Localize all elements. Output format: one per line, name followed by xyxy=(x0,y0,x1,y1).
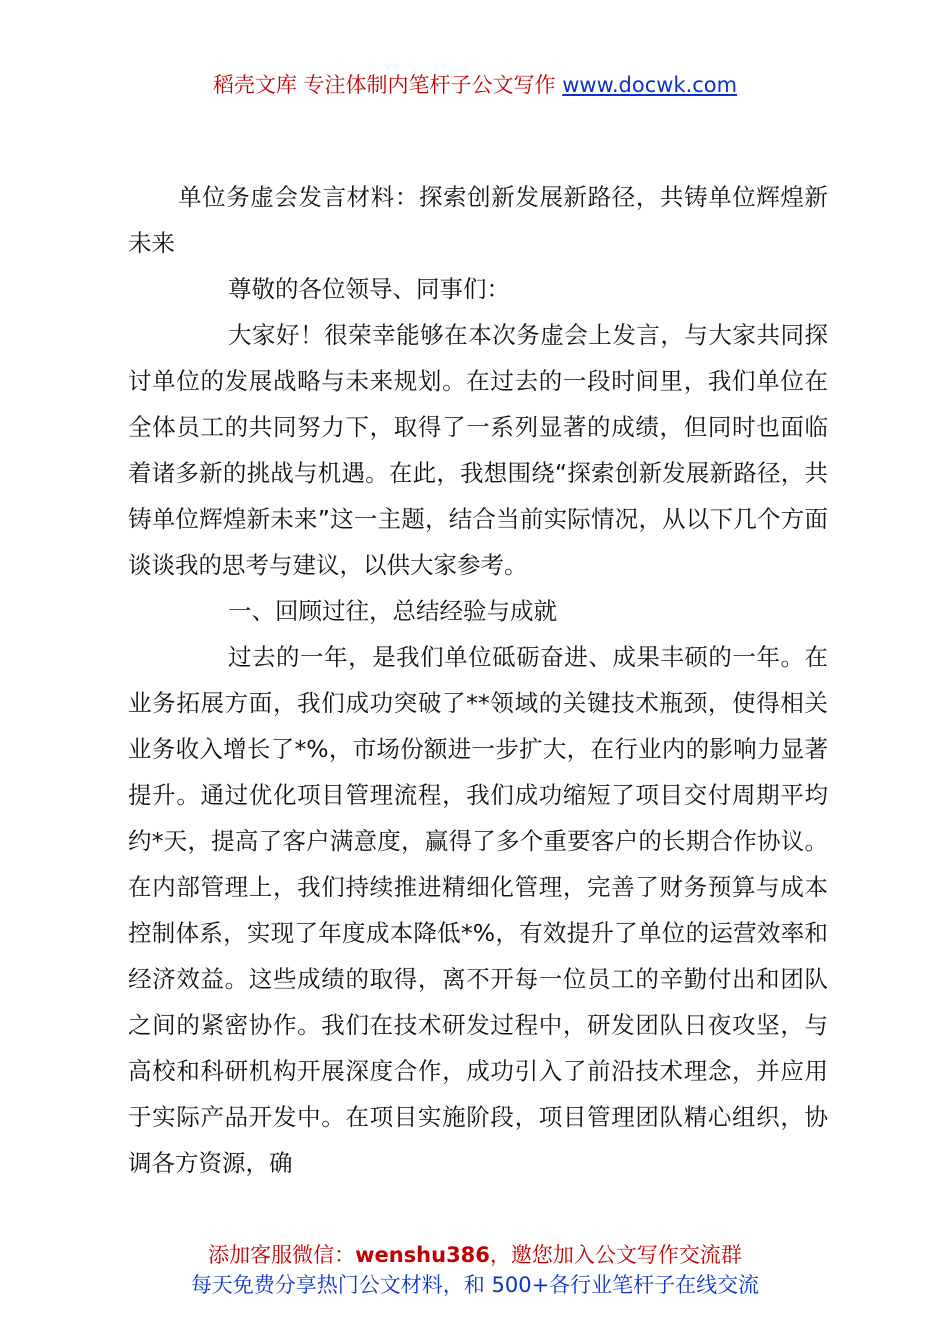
page-footer xyxy=(0,1240,950,1300)
header-url-link[interactable]: www.docwk.com xyxy=(562,73,738,97)
intro-paragraph: 大家好！很荣幸能够在本次务虚会上发言，与大家共同探讨单位的发展战略与未来规划。在过去的一段时间里，我们单位在全体员工的共同努力下，取得了一系列显著的成绩，但同时也面临着诸多新的挑战与机遇。在此，我想围绕“探索创新发展新路径，共铸单位辉煌新未来”这一主题，结合当前实际情况，从以下几个方面谈谈我的思考与建议，以供大家参考。 xyxy=(128,321,828,579)
document-title: 单位务虚会发言材料：探索创新发展新路径，共铸单位辉煌新未来 xyxy=(128,183,828,257)
footer-wechat-id: wenshu386 xyxy=(355,1243,490,1267)
document-body xyxy=(128,174,828,1186)
footer-wechat-prefix: 添加客服微信： xyxy=(208,1243,356,1267)
footer-share-line: 每天免费分享热门公文材料，和 500+各行业笔杆子在线交流 xyxy=(190,1273,760,1297)
salutation: 尊敬的各位领导、同事们： xyxy=(228,275,510,303)
footer-wechat-suffix: ，邀您加入公文写作交流群 xyxy=(489,1243,742,1267)
header-brand: 稻壳文库 专注体制内笔杆子公文写作 xyxy=(212,73,556,97)
body-paragraph: 过去的一年，是我们单位砥砺奋进、成果丰硕的一年。在业务拓展方面，我们成功突破了**领域的关键技术瓶颈，使得相关业务收入增长了*%，市场份额进一步扩大，在行业内的影响力显著提升。通过优化项目管理流程，我们成功缩短了项目交付周期平均约*天，提高了客户满意度，赢得了多个重要客户的长期合作协议。在内部管理上，我们持续推进精细化管理，完善了财务预算与成本控制体系，实现了年度成本降低*%，有效提升了单位的运营效率和经济效益。这些成绩的取得，离不开每一位员工的辛勤付出和团队之间的紧密协作。我们在技术研发过程中，研发团队日夜攻坚，与高校和科研机构开展深度合作，成功引入了前沿技术理念，并应用于实际产品开发中。在项目实施阶段，项目管理团队精心组织，协调各方资源，确 xyxy=(128,643,828,1177)
footer-wechat-line xyxy=(0,1240,950,1270)
page-header xyxy=(0,70,950,100)
section-heading: 一、回顾过往，总结经验与成就 xyxy=(228,597,557,625)
